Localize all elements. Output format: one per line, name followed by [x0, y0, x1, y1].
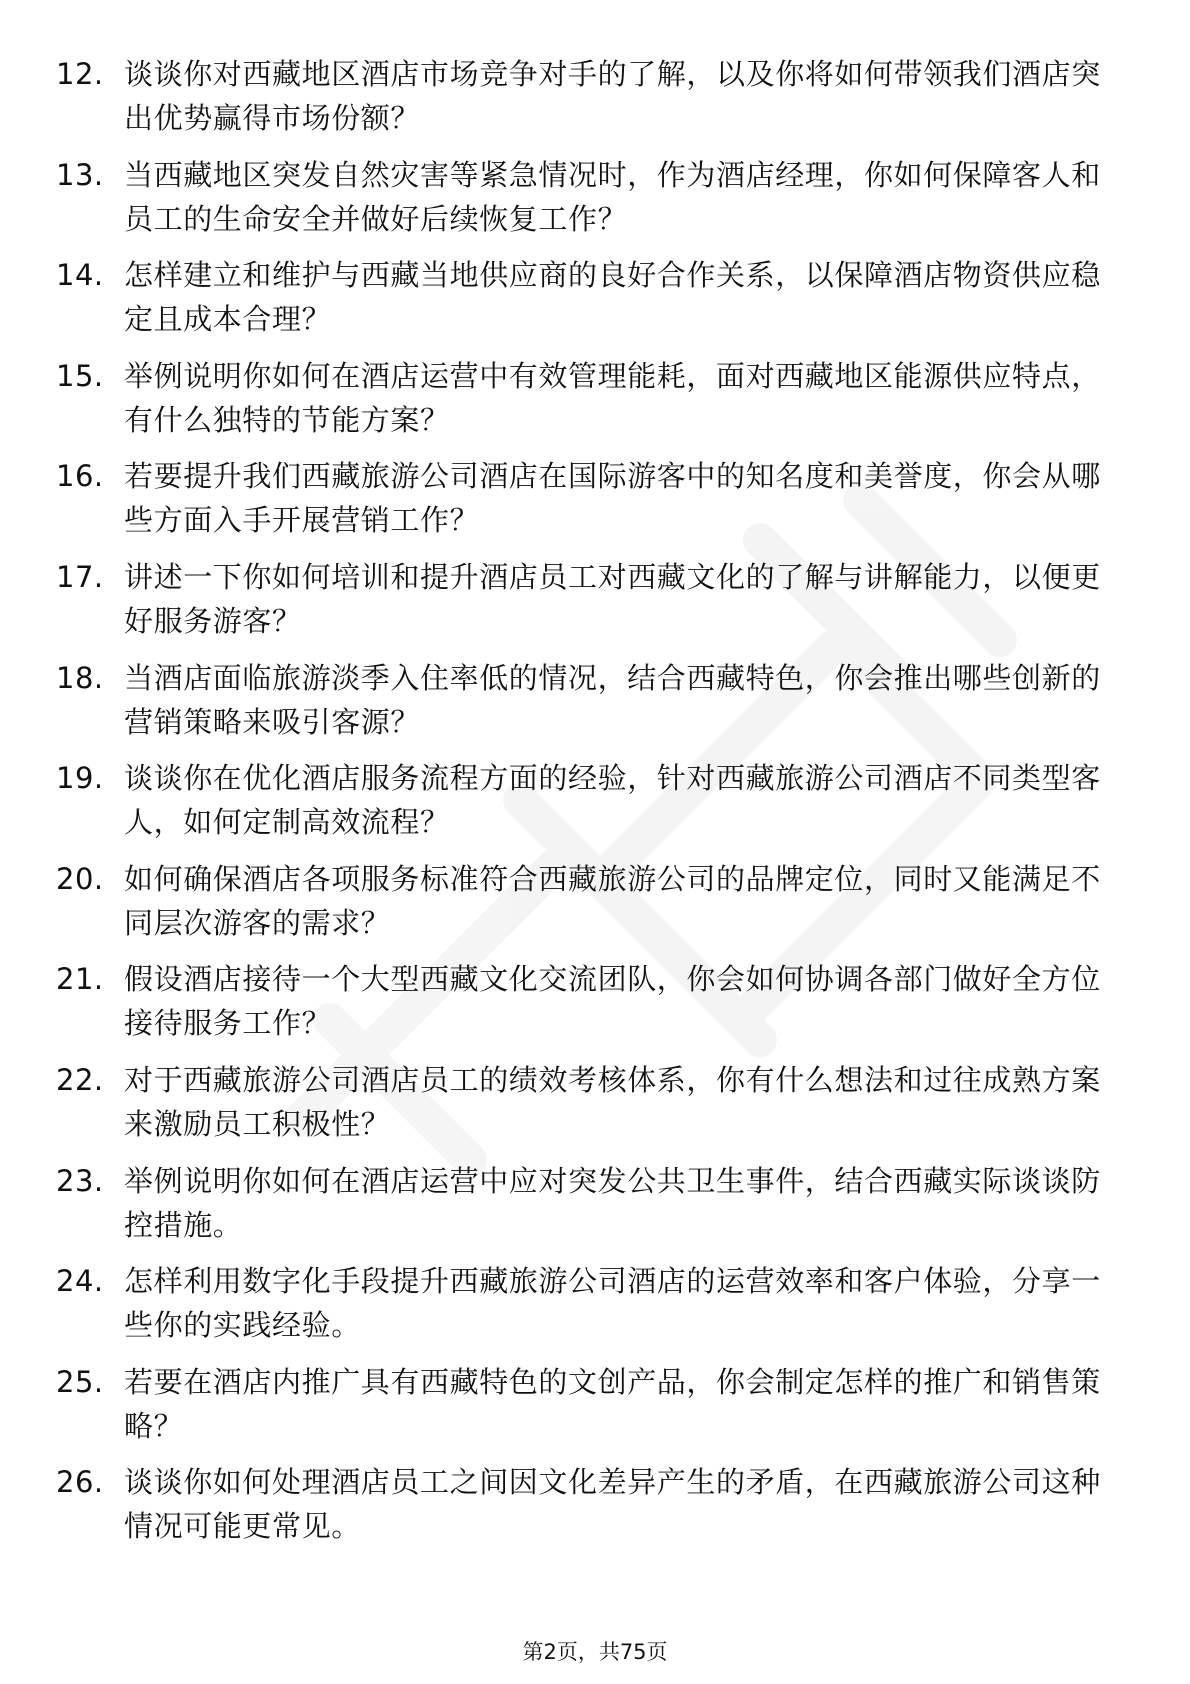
list-item	[0, 1058, 1190, 1159]
question-text: 谈谈你如何处理酒店员工之间因文化差异产生的矛盾，在西藏旅游公司这种情况可能更常见。	[124, 1465, 1101, 1544]
question-number: 22.	[56, 1062, 104, 1097]
question-text: 若要提升我们西藏旅游公司酒店在国际游客中的知名度和美誉度，你会从哪些方面入手开展营销工作？	[124, 459, 1101, 538]
list-item	[0, 857, 1190, 958]
question-number: 19.	[56, 761, 104, 796]
list-item	[0, 253, 1190, 354]
question-text: 举例说明你如何在酒店运营中应对突发公共卫生事件，结合西藏实际谈谈防控措施。	[124, 1163, 1101, 1242]
list-item	[0, 1259, 1190, 1360]
question-text: 谈谈你在优化酒店服务流程方面的经验，针对西藏旅游公司酒店不同类型客人，如何定制高效流程？	[124, 761, 1101, 840]
list-item	[0, 656, 1190, 757]
question-number: 13.	[56, 157, 104, 192]
question-number: 16.	[56, 459, 104, 494]
list-item	[0, 354, 1190, 455]
list-item	[0, 454, 1190, 555]
list-item	[0, 1360, 1190, 1461]
question-text: 举例说明你如何在酒店运营中有效管理能耗，面对西藏地区能源供应特点，有什么独特的节能方案？	[124, 358, 1101, 437]
question-text: 怎样利用数字化手段提升西藏旅游公司酒店的运营效率和客户体验，分享一些你的实践经验。	[124, 1264, 1101, 1343]
list-item	[0, 1460, 1190, 1561]
question-number: 24.	[56, 1264, 104, 1299]
question-text: 若要在酒店内推广具有西藏特色的文创产品，你会制定怎样的推广和销售策略？	[124, 1364, 1101, 1443]
question-number: 18.	[56, 660, 104, 695]
question-number: 21.	[56, 962, 104, 997]
question-number: 23.	[56, 1163, 104, 1198]
question-text: 假设酒店接待一个大型西藏文化交流团队，你会如何协调各部门做好全方位接待服务工作？	[124, 962, 1101, 1041]
list-item	[0, 555, 1190, 656]
list-item	[0, 1159, 1190, 1260]
question-number: 12.	[56, 57, 104, 91]
question-number: 14.	[56, 258, 104, 293]
question-text: 如何确保酒店各项服务标准符合西藏旅游公司的品牌定位，同时又能满足不同层次游客的需求？	[124, 861, 1101, 940]
question-number: 17.	[56, 559, 104, 594]
question-list	[0, 52, 1190, 1561]
list-item	[0, 756, 1190, 857]
question-text: 谈谈你对西藏地区酒店市场竞争对手的了解，以及你将如何带领我们酒店突出优势赢得市场份额？	[124, 57, 1101, 135]
question-text: 怎样建立和维护与西藏当地供应商的良好合作关系，以保障酒店物资供应稳定且成本合理？	[124, 258, 1101, 337]
question-number: 15.	[56, 358, 104, 393]
question-number: 26.	[56, 1465, 104, 1500]
page-number: 第2页，共75页	[522, 1640, 668, 1664]
question-text: 对于西藏旅游公司酒店员工的绩效考核体系，你有什么想法和过往成熟方案来激励员工积极性？	[124, 1062, 1101, 1141]
list-item	[0, 153, 1190, 254]
question-text: 当酒店面临旅游淡季入住率低的情况，结合西藏特色，你会推出哪些创新的营销策略来吸引客源？	[124, 660, 1101, 739]
question-text: 讲述一下你如何培训和提升酒店员工对西藏文化的了解与讲解能力，以便更好服务游客？	[124, 559, 1101, 638]
question-text: 当西藏地区突发自然灾害等紧急情况时，作为酒店经理，你如何保障客人和员工的生命安全并做好后续恢复工作？	[124, 157, 1101, 236]
list-item	[0, 957, 1190, 1058]
question-number: 25.	[56, 1364, 104, 1399]
list-item	[0, 52, 1190, 153]
question-number: 20.	[56, 861, 104, 896]
